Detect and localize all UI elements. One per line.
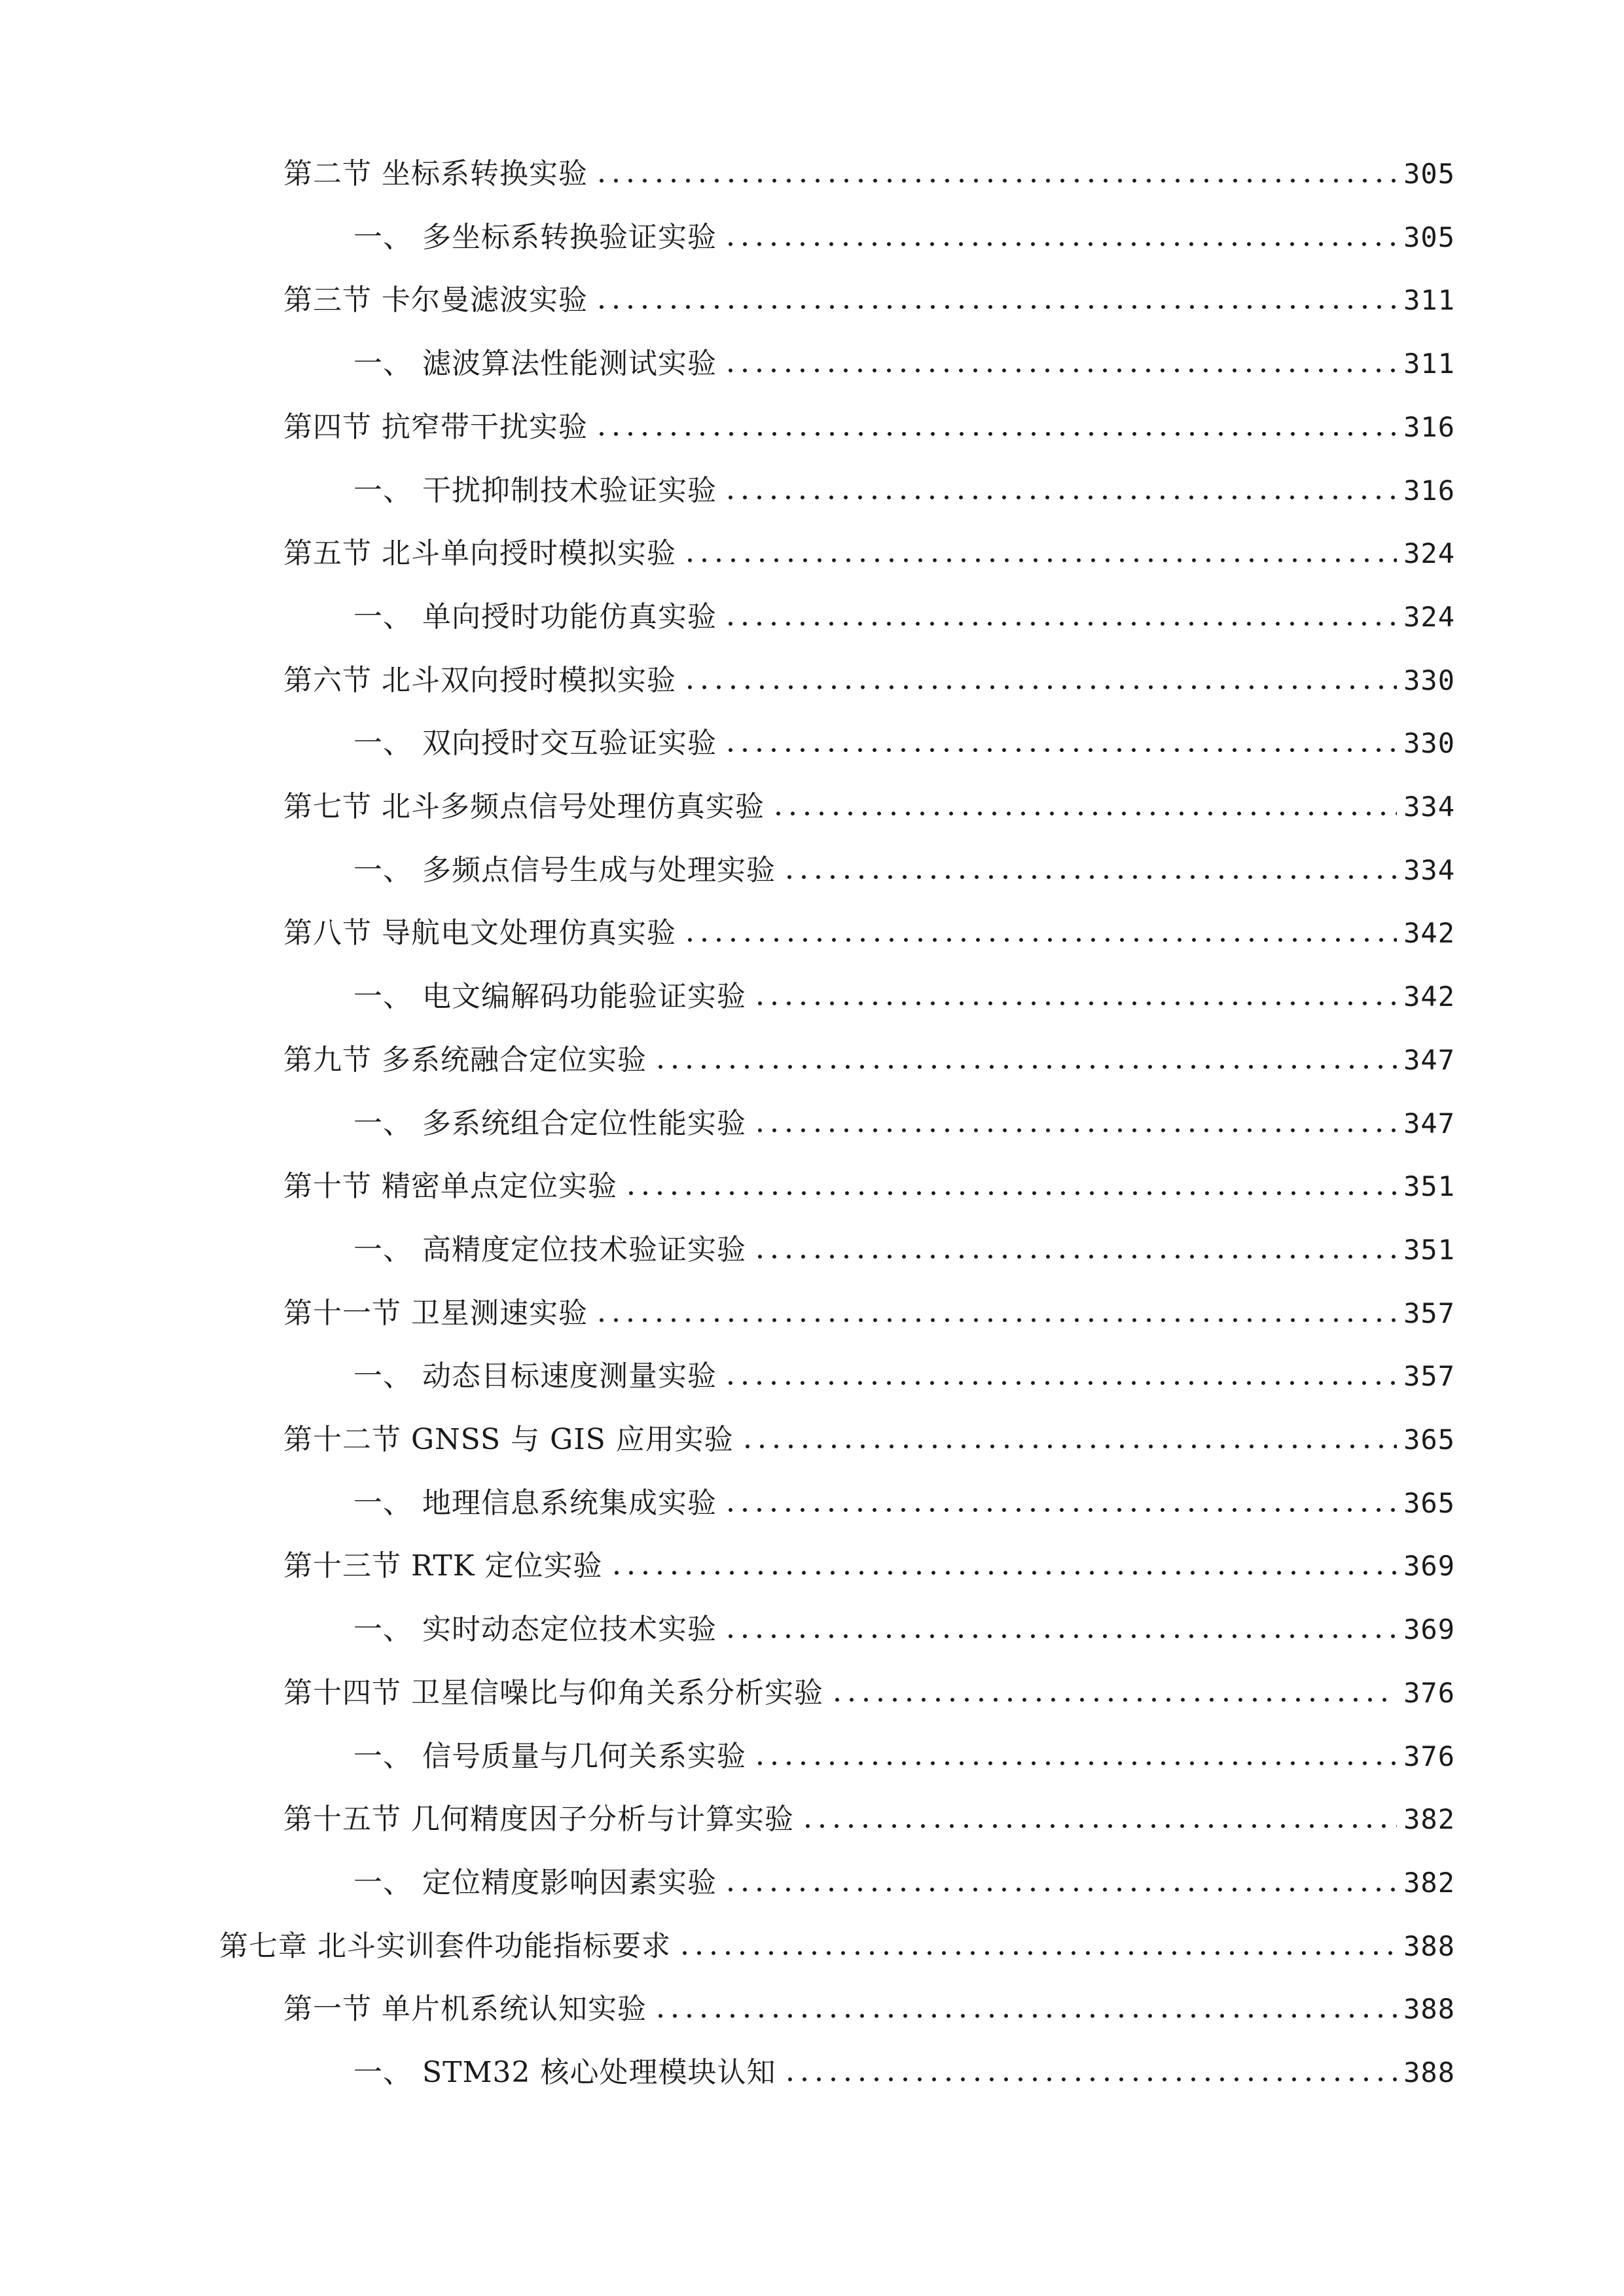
dot-leader xyxy=(594,177,1397,185)
dot-leader xyxy=(723,1379,1397,1387)
toc-entry-item[interactable] xyxy=(353,1863,1455,1903)
toc-entry-title: 一、 干扰抑制技术验证实验 xyxy=(353,474,717,507)
toc-entry-page-number: 351 xyxy=(1403,1234,1455,1266)
toc-entry-page-number: 388 xyxy=(1403,1930,1455,1962)
toc-entry-item[interactable] xyxy=(353,218,1455,257)
toc-entry-item[interactable] xyxy=(353,2053,1455,2092)
toc-entry-title: 一、 滤波算法性能测试实验 xyxy=(353,347,717,380)
toc-entry-section[interactable] xyxy=(283,661,1455,700)
toc-entry-title: 第十二节 GNSS 与 GIS 应用实验 xyxy=(283,1423,734,1456)
toc-entry-page-number: 357 xyxy=(1403,1360,1455,1392)
toc-entry-page-number: 347 xyxy=(1403,1107,1455,1139)
toc-entry-section[interactable] xyxy=(283,1041,1455,1080)
dot-leader xyxy=(683,936,1397,944)
toc-entry-item[interactable] xyxy=(353,1610,1455,1649)
toc-entry-title: 一、 多系统组合定位性能实验 xyxy=(353,1107,746,1140)
toc-entry-page-number: 388 xyxy=(1403,2056,1455,2089)
toc-entry-item[interactable] xyxy=(353,1357,1455,1396)
toc-entry-title: 一、 动态目标速度测量实验 xyxy=(353,1359,717,1393)
toc-entry-page-number: 334 xyxy=(1403,854,1455,886)
dot-leader xyxy=(723,746,1397,754)
toc-entry-item[interactable] xyxy=(353,1484,1455,1523)
toc-entry-title: 第七章 北斗实训套件功能指标要求 xyxy=(219,1929,671,1963)
dot-leader xyxy=(609,1569,1398,1577)
toc-entry-title: 一、 电文编解码功能验证实验 xyxy=(353,980,746,1013)
toc-entry-page-number: 342 xyxy=(1403,980,1455,1013)
toc-entry-title: 一、 高精度定位技术验证实验 xyxy=(353,1233,746,1266)
toc-entry-item[interactable] xyxy=(353,344,1455,384)
toc-entry-page-number: 365 xyxy=(1403,1487,1455,1519)
toc-entry-page-number: 311 xyxy=(1403,348,1455,380)
toc-entry-title: 一、 实时动态定位技术实验 xyxy=(353,1613,717,1646)
dot-leader xyxy=(783,2075,1398,2083)
dot-leader xyxy=(677,1949,1397,1957)
toc-entry-title: 一、 双向授时交互验证实验 xyxy=(353,726,717,760)
toc-entry-page-number: 316 xyxy=(1403,411,1455,443)
dot-leader xyxy=(753,1253,1397,1261)
toc-entry-page-number: 357 xyxy=(1403,1297,1455,1329)
toc-entry-item[interactable] xyxy=(353,977,1455,1016)
toc-entry-section[interactable] xyxy=(283,534,1455,573)
dot-leader xyxy=(801,1822,1397,1830)
toc-entry-section[interactable] xyxy=(283,1800,1455,1839)
toc-entry-section[interactable] xyxy=(283,281,1455,320)
toc-entry-page-number: 330 xyxy=(1403,664,1455,696)
toc-entry-section[interactable] xyxy=(283,154,1455,194)
dot-leader xyxy=(594,1316,1397,1324)
dot-leader xyxy=(624,1189,1397,1197)
toc-entry-item[interactable] xyxy=(353,1104,1455,1143)
toc-entry-page-number: 351 xyxy=(1403,1170,1455,1202)
toc-entry-title: 一、 STM32 核心处理模块认知 xyxy=(353,2056,776,2089)
toc-entry-page-number: 334 xyxy=(1403,791,1455,823)
toc-entry-page-number: 316 xyxy=(1403,475,1455,507)
toc-entry-section[interactable] xyxy=(283,408,1455,447)
dot-leader xyxy=(753,999,1397,1007)
toc-entry-title: 第五节 北斗单向授时模拟实验 xyxy=(283,537,676,570)
toc-entry-page-number: 376 xyxy=(1403,1677,1455,1709)
toc-entry-title: 一、 地理信息系统集成实验 xyxy=(353,1486,717,1520)
dot-leader xyxy=(683,556,1397,564)
toc-entry-page-number: 311 xyxy=(1403,284,1455,316)
dot-leader xyxy=(723,367,1397,374)
toc-entry-title: 第一节 单片机系统认知实验 xyxy=(283,1992,647,2026)
dot-leader xyxy=(753,1126,1397,1134)
toc-entry-page-number: 382 xyxy=(1403,1867,1455,1899)
dot-leader xyxy=(782,873,1397,881)
dot-leader xyxy=(594,430,1397,438)
toc-entry-item[interactable] xyxy=(353,598,1455,637)
toc-entry-title: 第十节 精密单点定位实验 xyxy=(283,1170,617,1203)
toc-entry-title: 一、 多坐标系转换验证实验 xyxy=(353,221,717,254)
toc-entry-title: 第二节 坐标系转换实验 xyxy=(283,157,588,190)
toc-entry-section[interactable] xyxy=(283,1674,1455,1713)
dot-leader xyxy=(653,2012,1397,2020)
dot-leader xyxy=(723,620,1397,628)
dot-leader xyxy=(653,1063,1397,1071)
toc-entry-item[interactable] xyxy=(353,471,1455,511)
dot-leader xyxy=(771,810,1397,817)
toc-entry-section[interactable] xyxy=(283,1420,1455,1460)
toc-entry-title: 第四节 抗窄带干扰实验 xyxy=(283,410,588,444)
toc-entry-page-number: 365 xyxy=(1403,1424,1455,1456)
toc-entry-page-number: 369 xyxy=(1403,1613,1455,1645)
toc-entry-item[interactable] xyxy=(353,724,1455,763)
toc-entry-section[interactable] xyxy=(283,1294,1455,1333)
dot-leader xyxy=(723,1632,1397,1640)
toc-entry-page-number: 347 xyxy=(1403,1044,1455,1076)
toc-entry-title: 一、 信号质量与几何关系实验 xyxy=(353,1740,746,1773)
toc-entry-title: 一、 多频点信号生成与处理实验 xyxy=(353,853,776,887)
toc-entry-title: 第六节 北斗双向授时模拟实验 xyxy=(283,664,676,697)
toc-entry-title: 一、 定位精度影响因素实验 xyxy=(353,1866,717,1899)
toc-entry-title: 第七节 北斗多频点信号处理仿真实验 xyxy=(283,790,765,823)
dot-leader xyxy=(740,1443,1397,1450)
toc-entry-item[interactable] xyxy=(353,1737,1455,1776)
toc-entry-section[interactable] xyxy=(283,1990,1455,2029)
toc-entry-section[interactable] xyxy=(283,787,1455,827)
dot-leader xyxy=(723,1886,1397,1893)
toc-entry-title: 第三节 卡尔曼滤波实验 xyxy=(283,283,588,317)
toc-entry-page-number: 324 xyxy=(1403,537,1455,569)
toc-entry-title: 第十四节 卫星信噪比与仰角关系分析实验 xyxy=(283,1676,823,1710)
dot-leader xyxy=(683,683,1397,691)
toc-entry-title: 第九节 多系统融合定位实验 xyxy=(283,1043,647,1077)
dot-leader xyxy=(723,493,1397,501)
toc-entry-page-number: 305 xyxy=(1403,221,1455,253)
toc-entry-title: 第十五节 几何精度因子分析与计算实验 xyxy=(283,1803,794,1836)
toc-entry-page-number: 305 xyxy=(1403,158,1455,190)
toc-entry-page-number: 376 xyxy=(1403,1740,1455,1772)
dot-leader xyxy=(830,1696,1397,1704)
dot-leader xyxy=(723,240,1397,248)
toc-entry-title: 一、 单向授时功能仿真实验 xyxy=(353,600,717,634)
toc-entry-section[interactable] xyxy=(283,914,1455,953)
dot-leader xyxy=(753,1759,1397,1767)
toc-entry-title: 第八节 导航电文处理仿真实验 xyxy=(283,916,676,950)
toc-entry-page-number: 330 xyxy=(1403,727,1455,759)
toc-entry-page-number: 342 xyxy=(1403,917,1455,949)
toc-entry-title: 第十三节 RTK 定位实验 xyxy=(283,1549,603,1583)
toc-entry-item[interactable] xyxy=(353,851,1455,890)
toc-entry-section[interactable] xyxy=(283,1547,1455,1586)
toc-entry-title: 第十一节 卫星测速实验 xyxy=(283,1297,588,1330)
toc-entry-page-number: 324 xyxy=(1403,601,1455,633)
dot-leader xyxy=(594,303,1397,311)
toc-entry-section[interactable] xyxy=(283,1167,1455,1206)
toc-entry-item[interactable] xyxy=(353,1230,1455,1270)
toc-entry-page-number: 382 xyxy=(1403,1803,1455,1835)
toc-entry-page-number: 388 xyxy=(1403,1993,1455,2025)
dot-leader xyxy=(723,1506,1397,1514)
toc-entry-chapter[interactable] xyxy=(219,1927,1455,1966)
toc-entry-page-number: 369 xyxy=(1403,1550,1455,1582)
